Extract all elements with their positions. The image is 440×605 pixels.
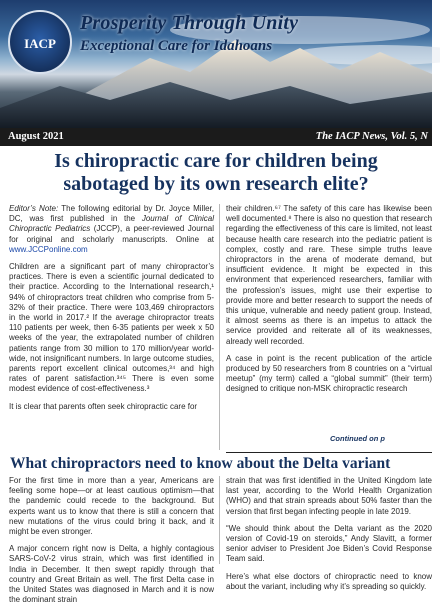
iacp-logo	[8, 10, 72, 74]
issue-label: The IACP News, Vol. 5, N	[315, 131, 428, 142]
body-paragraph: A case in point is the recent publication of the article produced by 50 researchers from 8 countries on a “virtual meetup” (my term) called a “global summit” (their term) designed to critique non-MSK chiropractic research	[226, 353, 432, 394]
journal-link[interactable]: www.JCCPonline.com	[9, 244, 88, 254]
editors-note-text-2: (JCCP), a peer-reviewed Journal for original and scholarly manuscripts. Online at	[9, 224, 214, 244]
dateline-bar	[0, 128, 432, 146]
second-article-headline: What chiropractors need to know about the Delta variant	[10, 455, 391, 472]
body-paragraph: Here’s what else doctors of chiropractic need to know about the variant, including why it’s spreading so quickly.	[226, 571, 432, 591]
article-column-left	[9, 204, 214, 450]
article-headline: Is chiropractic care for children being sabotaged by its own research elite?	[54, 150, 378, 195]
section-divider-line	[226, 452, 432, 453]
masthead-banner	[0, 0, 432, 128]
masthead-title: Prosperity Through Unity	[80, 12, 299, 34]
editors-note-label: Editor’s Note:	[9, 204, 59, 213]
column-divider	[219, 204, 220, 450]
body-paragraph: strain that was first identified in the United Kingdom late last year, according to the World Health Organization (WHO) and that strain spreads about 50% faster than the version that first began infecting people in late 2019.	[226, 476, 432, 516]
editors-note-text: The following editorial by Dr. Joyce Miller, DC, was first published in the	[9, 204, 215, 224]
issue-date: August 2021	[8, 131, 64, 142]
body-paragraph: It is clear that parents often seek chiropractic care for	[9, 401, 198, 411]
journal-name: Journal of Clinical Chiropractic Pediatrics	[9, 214, 215, 234]
second-article-column-right	[226, 476, 432, 591]
logo-text: IACP	[24, 36, 56, 51]
body-paragraph: For the first time in more than a year, Americans are feeling some hope—or at least cautious optimism—that the pandemic could recede to the background. But experts want us to know that there is still a concern that new mutations of the virus could bring it back, and it might be even stronger.	[9, 476, 214, 537]
body-paragraph: “We should think about the Delta variant as the 2020 version of Covid-19 on steroids,” Andy Slavitt, a former senior adviser to President Joe Biden’s Covid Response Team said.	[226, 523, 432, 564]
body-paragraph: Children are a significant part of many chiropractor’s practices. There is even a scientific journal dedicated to their practice. According to the International research,¹ 94% of chiropractors treat children who comprise from 5-32% of their practice. There were 103,469 chiropractors in the world in 2017.² If the average chiropractor treats 110 patients per week, then 6-35 patients per week x 50 weeks of the year, the extrapolated number of children patients range from 30 million to 170 million/year world-wide, not insignificant numbers. In large outcome studies, parents report excellent clinical outcomes,³⁴ and high rates of parent satisfaction.³⁴⁵ There is even some modest evidence of cost-effectiveness.³	[9, 262, 214, 394]
body-paragraph: their children.⁶⁷ The safety of this care has likewise been well documented.⁸ There is also no question that research regarding the effectiveness of this care is limited, not least because health care research into the pediatric patient is complex, costly and rare. These simple truths leave chiropractors in the arena of moderate demand, but insufficient evidence. It might be expected in this environment that experienced researchers, familiar with the profession’s issues, might use their expertise to provide more and better research to support the needs of this unique, vulnerable and needy patient group. Instead, it almost seems as there is an impetus to attack the service provided and reiterate all of its weaknesses, already well recorded.	[226, 204, 433, 346]
second-article-column-left	[9, 476, 214, 605]
masthead-subtitle: Exceptional Care for Idahoans	[80, 38, 273, 54]
continued-on-page-link[interactable]: Continued on p	[330, 434, 385, 443]
article-column-right	[226, 204, 432, 429]
column-divider	[219, 476, 220, 564]
editors-note	[9, 204, 214, 255]
body-paragraph: A major concern right now is Delta, a highly contagious SARS-CoV-2 virus strain, which was first identified in India in December. It then swept rapidly through that country and Great Britain as well. The first Delta case in the United States was diagnosed in March and it is now the dominant strain	[9, 544, 214, 605]
